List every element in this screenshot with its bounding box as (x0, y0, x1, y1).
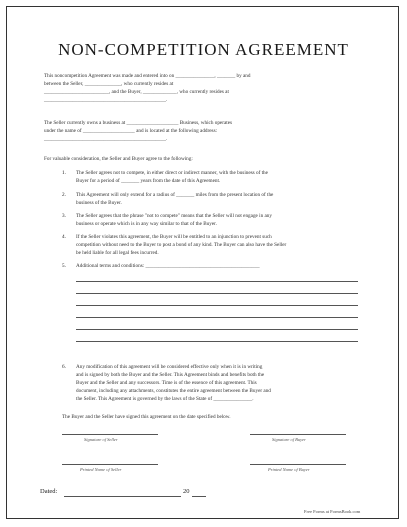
buyer-signature-line[interactable] (250, 434, 346, 435)
year-prefix: 20 (183, 488, 190, 495)
owner-line-3: _______________________________________________. (44, 136, 168, 142)
clause-1-line-1: The Seller agrees not to compete, in either direct or indirect manner, with the business of the (76, 170, 268, 176)
clause-4-number: 4. (62, 234, 66, 240)
clause-3-number: 3. (62, 213, 66, 219)
clause-4-line-2: competition without need to the Buyer to post a bond of any kind. The Buyer can also have the Seller (76, 242, 287, 248)
dated-line[interactable] (64, 496, 181, 497)
clause-2-line-1: This Agreement will only extend for a radius of _______ miles from the present location of the (76, 192, 274, 198)
clause-6-number: 6. (62, 364, 66, 370)
owner-line-2: under the name of ____________________ and is located at the following address: (44, 128, 218, 134)
clause-1-number: 1. (62, 170, 66, 176)
intro-line-4: _______________________________________________. (44, 97, 168, 103)
clause-5-number: 5. (62, 263, 66, 269)
seller-name-label: Printed Name of Seller (80, 467, 122, 472)
intro-line-2: between the Seller, ______________, who currently resides at (44, 81, 174, 87)
clause-5-line-1: Additional terms and conditions: ____________________________________________ (76, 263, 260, 269)
signed-statement: The Buyer and the Seller have signed this agreement on the date specified below. (62, 414, 231, 420)
clause-4-line-3: be held liable for all legal fees incurred. (76, 250, 159, 256)
seller-name-line[interactable] (62, 464, 158, 465)
additional-terms-line (76, 293, 358, 294)
additional-terms-line (76, 317, 358, 318)
dated-label: Dated: (40, 488, 58, 495)
additional-terms-line (76, 341, 358, 342)
buyer-signature-label: Signature of Buyer (272, 437, 306, 442)
clause-2-number: 2. (62, 192, 66, 198)
clause-3-line-1: The Seller agrees that the phrase "not to compete" means that the Seller will not engage in any (76, 213, 272, 219)
owner-line-1: The Seller currently owns a business at ____________________ Business, which operates (44, 120, 233, 126)
additional-terms-line (76, 329, 358, 330)
clause-6-line-5: the Seller. This Agreement is governed by the laws of the State of _______________. (76, 396, 254, 402)
seller-signature-line[interactable] (62, 434, 158, 435)
clause-4-line-1: If the Seller violates this agreement, the Buyer will be entitled to an injunction to prevent such (76, 234, 272, 240)
clause-6-line-4: document, including any attachments, constitutes the entire agreement between the Buyer and (76, 388, 271, 394)
seller-signature-label: Signature of Seller (84, 437, 118, 442)
footer-credit: Free Forms at FormsBook.com (304, 509, 361, 514)
buyer-name-label: Printed Name of Buyer (268, 467, 310, 472)
year-line[interactable] (192, 496, 206, 497)
clause-6-line-2: and is signed by both the Buyer and the Seller. This Agreement binds and benefits both the (76, 372, 265, 378)
clause-2-line-2: business of the Buyer. (76, 200, 122, 206)
buyer-name-line[interactable] (250, 464, 346, 465)
intro-line-1: This noncompetition Agreement was made and entered into on _______________, _______ by and (44, 73, 251, 79)
additional-terms-line (76, 281, 358, 282)
clause-1-line-2: Buyer for a period of _______ years from the date of this Agreement. (76, 178, 221, 184)
clause-3-line-2: business or operate which is in any way similar to that of the Buyer. (76, 221, 217, 227)
consideration-text: For valuable consideration, the Seller and Buyer agree to the following: (44, 156, 193, 162)
document-title: NON-COMPETITION AGREEMENT (58, 40, 349, 59)
intro-line-3: _________________________, and the Buyer, _____________, who currently resides at (44, 89, 229, 95)
clause-6-line-1: Any modification of this agreement will be considered effective only when it is in writing (76, 364, 263, 370)
additional-terms-line (76, 305, 358, 306)
clause-6-line-3: Buyer and the Seller and any successors. Time is of the essence of this agreement. This (76, 380, 257, 386)
